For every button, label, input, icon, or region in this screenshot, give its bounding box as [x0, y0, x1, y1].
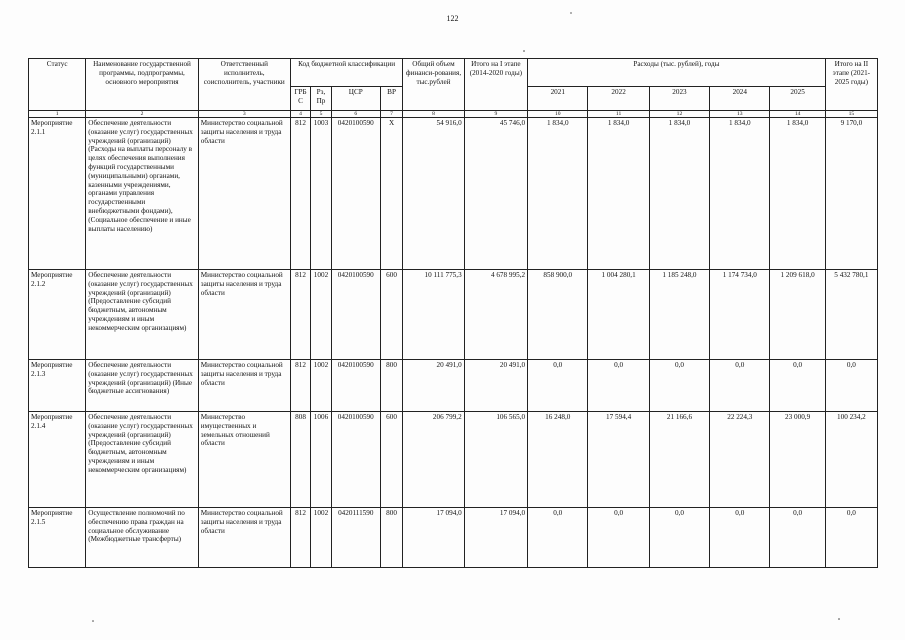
column-number: 1 [29, 111, 86, 118]
column-number: 11 [588, 111, 649, 118]
row-2025: 0,0 [770, 360, 825, 412]
row-csr: 0420100590 [331, 360, 380, 412]
scan-speck [570, 12, 572, 14]
row-csr: 0420111590 [331, 508, 380, 568]
row-2021: 1 834,0 [528, 118, 588, 270]
column-number: 4 [290, 111, 310, 118]
row-vr: X [380, 118, 403, 270]
row-status: Мероприятие 2.1.4 [29, 412, 86, 508]
column-number: 10 [528, 111, 588, 118]
column-number: 5 [311, 111, 331, 118]
header-status: Статус [29, 59, 86, 111]
row-total: 10 111 775,3 [403, 270, 464, 360]
row-stage2: 9 170,0 [825, 118, 877, 270]
row-2024: 22 224,3 [710, 412, 770, 508]
row-vr: 600 [380, 270, 403, 360]
scan-speck [523, 50, 525, 52]
row-stage2: 5 432 780,1 [825, 270, 877, 360]
header-vr: ВР [380, 87, 403, 111]
row-2021: 858 900,0 [528, 270, 588, 360]
header-2025: 2025 [770, 87, 825, 111]
row-2021: 0,0 [528, 508, 588, 568]
table-row [29, 508, 878, 568]
row-2025: 23 000,9 [770, 412, 825, 508]
column-number: 15 [825, 111, 877, 118]
row-stage1: 17 094,0 [464, 508, 527, 568]
header-grbs: ГРБ С [290, 87, 310, 111]
row-grbs: 812 [290, 270, 310, 360]
row-2024: 1 834,0 [710, 118, 770, 270]
row-2024: 0,0 [710, 508, 770, 568]
column-number-row [29, 111, 878, 118]
row-name: Обеспечение деятельности (оказание услуг) государственных учреждений (организаций) (Предоставление субсидий бюджетным, автономным учреждениям и иным некоммерческим организациям) [86, 412, 199, 508]
row-2022: 1 834,0 [588, 118, 649, 270]
row-name: Обеспечение деятельности (оказание услуг) государственных учреждений (организаций) (Иные бюджетные ассигнования) [86, 360, 199, 412]
row-stage1: 106 565,0 [464, 412, 527, 508]
header-budget-code: Код бюджетной классификации [290, 59, 403, 87]
row-2023: 21 166,6 [649, 412, 709, 508]
row-csr: 0420100590 [331, 270, 380, 360]
table-row [29, 360, 878, 412]
header-2024: 2024 [710, 87, 770, 111]
row-stage1: 20 491,0 [464, 360, 527, 412]
header-2021: 2021 [528, 87, 588, 111]
header-name: Наименование государственной программы, подпрограммы, основного мероприятия [86, 59, 199, 111]
row-grbs: 812 [290, 508, 310, 568]
header-total-volume: Общий объем финанси-рования, тыс.рублей [403, 59, 464, 111]
row-vr: 600 [380, 412, 403, 508]
row-rzpr: 1002 [311, 360, 331, 412]
column-number: 13 [710, 111, 770, 118]
row-2024: 0,0 [710, 360, 770, 412]
row-responsible: Министерство социальной защиты населения и труда области [198, 360, 290, 412]
header-rzpr: Рз, Пр [311, 87, 331, 111]
scan-speck [92, 620, 94, 622]
budget-table [28, 58, 878, 568]
row-rzpr: 1006 [311, 412, 331, 508]
row-grbs: 812 [290, 118, 310, 270]
row-2025: 1 209 618,0 [770, 270, 825, 360]
row-2021: 0,0 [528, 360, 588, 412]
row-rzpr: 1002 [311, 270, 331, 360]
row-2025: 1 834,0 [770, 118, 825, 270]
row-vr: 800 [380, 360, 403, 412]
row-total: 17 094,0 [403, 508, 464, 568]
row-name: Осуществление полномочий по обеспечению права граждан на социальное обслуживание (Межбюджетные трансферты) [86, 508, 199, 568]
row-vr: 800 [380, 508, 403, 568]
header-stage2: Итого на II этапе (2021-2025 годы) [825, 59, 877, 111]
row-responsible: Министерство социальной защиты населения и труда области [198, 508, 290, 568]
column-number: 6 [331, 111, 380, 118]
row-2022: 1 004 280,1 [588, 270, 649, 360]
row-rzpr: 1003 [311, 118, 331, 270]
column-number: 2 [86, 111, 199, 118]
column-number: 7 [380, 111, 403, 118]
row-stage2: 0,0 [825, 360, 877, 412]
row-2022: 0,0 [588, 508, 649, 568]
row-rzpr: 1002 [311, 508, 331, 568]
column-number: 3 [198, 111, 290, 118]
row-name: Обеспечение деятельности (оказание услуг) государственных учреждений (организаций) (Предоставление субсидий бюджетным, автономным учреждениям и иным некоммерческим организациям) [86, 270, 199, 360]
row-2023: 0,0 [649, 508, 709, 568]
row-status: Мероприятие 2.1.1 [29, 118, 86, 270]
row-2022: 17 594,4 [588, 412, 649, 508]
row-responsible: Министерство социальной защиты населения и труда области [198, 270, 290, 360]
row-status: Мероприятие 2.1.5 [29, 508, 86, 568]
row-csr: 0420100590 [331, 412, 380, 508]
column-number: 8 [403, 111, 464, 118]
header-stage1: Итого на I этапе (2014-2020 годы) [464, 59, 527, 111]
header-2023: 2023 [649, 87, 709, 111]
row-2022: 0,0 [588, 360, 649, 412]
row-responsible: Министерство имущественных и земельных отношений области [198, 412, 290, 508]
header-responsible: Ответственный исполнитель, соисполнитель, участники [198, 59, 290, 111]
row-responsible: Министерство социальной защиты населения и труда области [198, 118, 290, 270]
column-number: 9 [464, 111, 527, 118]
table-row [29, 270, 878, 360]
row-status: Мероприятие 2.1.2 [29, 270, 86, 360]
row-total: 206 799,2 [403, 412, 464, 508]
table-row [29, 118, 878, 270]
row-stage1: 45 746,0 [464, 118, 527, 270]
scan-speck [838, 618, 840, 620]
row-csr: 0420100590 [331, 118, 380, 270]
column-number: 12 [649, 111, 709, 118]
row-2023: 1 834,0 [649, 118, 709, 270]
table-row [29, 412, 878, 508]
row-total: 54 916,0 [403, 118, 464, 270]
row-stage2: 0,0 [825, 508, 877, 568]
column-number: 14 [770, 111, 825, 118]
row-total: 20 491,0 [403, 360, 464, 412]
row-grbs: 808 [290, 412, 310, 508]
header-csr: ЦСР [331, 87, 380, 111]
row-grbs: 812 [290, 360, 310, 412]
header-expenses: Расходы (тыс. рублей), годы [528, 59, 826, 87]
row-name: Обеспечение деятельности (оказание услуг) государственных учреждений (организаций) (Расходы на выплаты персоналу в целях обеспечения выполнения функций государственными (муниципальными) органами, казенными учреждениями, органами управления государственными внебюджетными фондами), (Социальное обеспечение и иные выплаты населению) [86, 118, 199, 270]
row-2024: 1 174 734,0 [710, 270, 770, 360]
row-2025: 0,0 [770, 508, 825, 568]
row-2023: 1 185 248,0 [649, 270, 709, 360]
page-number: 122 [446, 14, 459, 23]
header-2022: 2022 [588, 87, 649, 111]
row-status: Мероприятие 2.1.3 [29, 360, 86, 412]
row-stage1: 4 678 995,2 [464, 270, 527, 360]
row-2023: 0,0 [649, 360, 709, 412]
row-2021: 16 248,0 [528, 412, 588, 508]
row-stage2: 100 234,2 [825, 412, 877, 508]
